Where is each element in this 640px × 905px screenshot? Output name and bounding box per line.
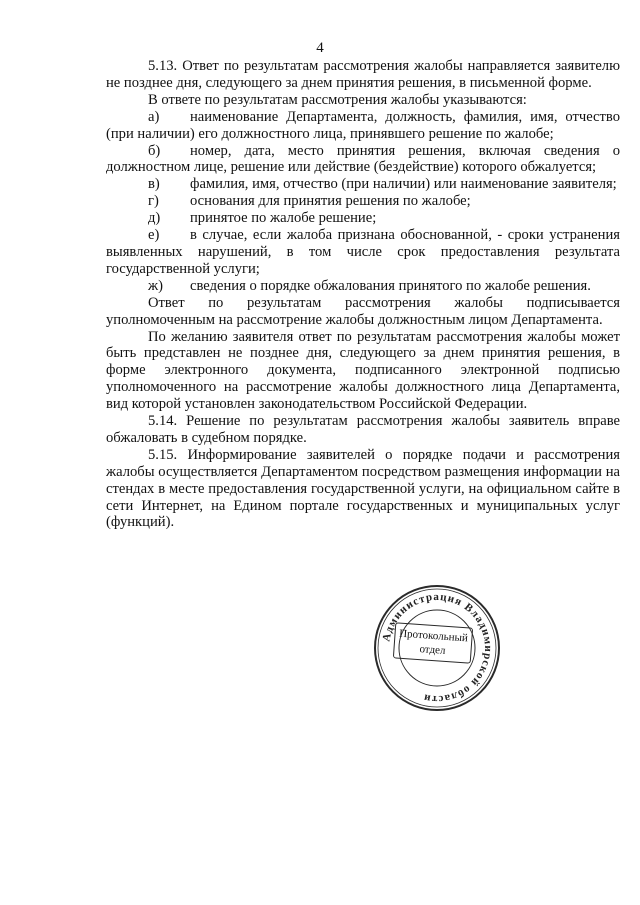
list-item-b: [106, 143, 620, 177]
list-marker: е): [148, 227, 160, 244]
list-item-a: [106, 109, 620, 143]
paragraph-answer-contents: В ответе по результатам рассмотрения жалобы указываются:: [148, 91, 527, 108]
list-item-d: [106, 210, 620, 227]
list-item-g: [106, 193, 620, 210]
list-item-text: основания для принятия решения по жалобе;: [190, 193, 471, 210]
list-marker: б): [148, 142, 161, 159]
list-marker: г): [148, 193, 159, 210]
list-marker: в): [148, 176, 160, 193]
list-item-text: номер, дата, место принятия решения, включая сведения о должностном лице, решение или действие (бездействие) которого обжалуется;: [106, 142, 620, 176]
paragraph-answer-signed: Ответ по результатам рассмотрения жалобы подписывается уполномоченным на рассмотрение жалобы должностным лицом Департамента.: [106, 294, 620, 328]
list-marker: а): [148, 108, 160, 125]
list-item-text: наименование Департамента, должность, фамилия, имя, отчество (при наличии) его должностного лица, принявшего решение по жалобе;: [106, 108, 620, 142]
seal-department-box: [393, 622, 473, 663]
list-item-text: фамилия, имя, отчество (при наличии) или наименование заявителя;: [190, 176, 617, 193]
list-item-text: принятое по жалобе решение;: [190, 210, 377, 227]
list-marker: ж): [148, 277, 163, 294]
paragraph-electronic-answer: По желанию заявителя ответ по результатам рассмотрения жалобы может быть представлен не позднее дня, следующего за днем принятия решения, в форме электронного документа, подписанного электронной подписью уполномоченного на рассмотрение жалобы должностного лица Департамента, вид которой установлен законодательством Российской Федерации.: [106, 328, 620, 413]
list-item-text: сведения о порядке обжалования принятого по жалобе решения.: [190, 277, 591, 294]
list-item-zh: [106, 278, 620, 295]
paragraph-5-15: 5.15. Информирование заявителей о порядке подачи и рассмотрения жалобы осуществляется Департаментом посредством размещения информации на стендах в месте предоставления государственной услуги, на официальном сайте в сети Интернет, на Едином портале государственных и муниципальных услуг (функций).: [106, 446, 620, 531]
official-seal: [372, 583, 502, 713]
seal-department-line2: отдел: [419, 643, 446, 657]
list-item-e: [106, 227, 620, 278]
seal-department-line1: Протокольный: [398, 627, 469, 645]
list-item-text: в случае, если жалоба признана обоснованной, - сроки устранения выявленных нарушений, в том числе срок предоставления результата государственной услуги;: [106, 227, 620, 277]
list-marker: д): [148, 210, 161, 227]
paragraph-5-14: 5.14. Решение по результатам рассмотрения жалобы заявитель вправе обжаловать в судебном порядке.: [106, 413, 620, 446]
list-item-v: [106, 176, 620, 193]
paragraph-5-13: 5.13. Ответ по результатам рассмотрения жалобы направляется заявителю не позднее дня, следующего за днем принятия решения, в письменной форме.: [106, 58, 620, 91]
seal-ring-text: Администрация Владимирской области: [380, 590, 495, 706]
page-number: 4: [316, 40, 324, 56]
document-body: [106, 58, 620, 531]
